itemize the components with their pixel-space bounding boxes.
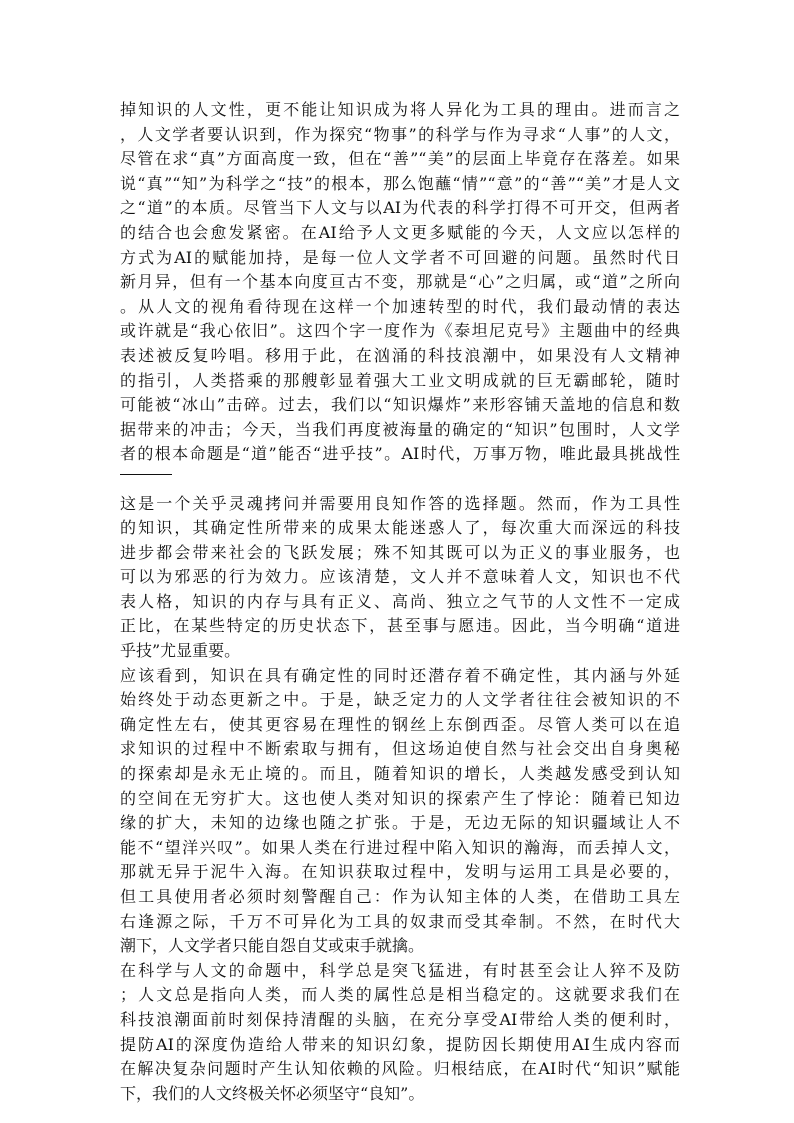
paragraph-1 <box>120 98 680 467</box>
text-line: 的结合也会愈发紧密。在AI给予人文更多赋能的今天，人文应以怎样的 <box>120 222 680 242</box>
text-line: ，人文学者要认识到，作为探究“物事”的科学与作为寻求“人事”的人文， <box>120 124 680 144</box>
text-line: 这是一个关乎灵魂拷问并需要用良知作答的选择题。然而，作为工具性 <box>120 493 680 513</box>
text-line: 潮下，人文学者只能自怨自艾或束手就擒。 <box>120 936 425 956</box>
text-line: 提防AI的深度伪造给人带来的知识幻象，提防因长期使用AI生成内容而 <box>120 1034 680 1054</box>
text-line: 或许就是“我心依旧”。这四个字一度作为《泰坦尼克号》主题曲中的经典 <box>120 321 680 341</box>
text-line: ；人文总是指向人类，而人类的属性总是相当稳定的。这就要求我们在 <box>120 985 680 1005</box>
text-line: 的知识，其确定性所带来的成果太能迷惑人了，每次重大而深远的科技 <box>120 518 680 538</box>
text-line: 在解决复杂问题时产生认知依赖的风险。归根结底，在AI时代“知识”赋能 <box>120 1059 680 1079</box>
text-line: 可能被“冰山”击碎。过去，我们以“知识爆炸”来形容铺天盖地的信息和数 <box>120 395 680 415</box>
text-line: 的空间在无穷扩大。这也使人类对知识的探索产生了悖论：随着已知边 <box>120 788 680 808</box>
text-line: 者的根本命题是“道”能否“进乎技”。AI时代，万事万物，唯此最具挑战性 <box>120 444 680 464</box>
text-line: 应该看到，知识在具有确定性的同时还潜存着不确定性，其内涵与外延 <box>120 665 680 685</box>
text-line: 能不“望洋兴叹”。如果人类在行进过程中陷入知识的瀚海，而丢掉人文， <box>120 837 680 857</box>
paragraph-3 <box>120 664 680 959</box>
text-line: 那就无异于泥牛入海。在知识获取过程中，发明与运用工具是必要的， <box>120 862 680 882</box>
text-line: 科技浪潮面前时刻保持清醒的头脑，在充分享受AI带给人类的便利时， <box>120 1009 680 1029</box>
paragraph-4 <box>120 959 680 1107</box>
text-line: 表述被反复吟唱。移用于此，在汹涌的科技浪潮中，如果没有人文精神 <box>120 345 680 365</box>
text-line: 的指引，人类搭乘的那艘彰显着强大工业文明成就的巨无霸邮轮，随时 <box>120 370 680 390</box>
paragraph-2 <box>120 492 680 664</box>
text-line: 下，我们的人文终极关怀必须坚守“良知”。 <box>120 1083 425 1103</box>
text-line: 右逢源之际，千万不可异化为工具的奴隶而受其牵制。不然，在时代大 <box>120 911 680 931</box>
text-line: 进步都会带来社会的飞跃发展；殊不知其既可以为正义的事业服务，也 <box>120 542 680 562</box>
text-line: 乎技”尤显重要。 <box>120 641 241 661</box>
text-line: 在科学与人文的命题中，科学总是突飞猛进，有时甚至会让人猝不及防 <box>120 960 680 980</box>
text-line: 正比，在某些特定的历史状态下，甚至事与愿违。因此，当今明确“道进 <box>120 616 680 636</box>
text-line: 求知识的过程中不断索取与拥有，但这场迫使自然与社会交出自身奥秘 <box>120 739 680 759</box>
text-line: 确定性左右，使其更容易在理性的钢丝上东倒西歪。尽管人类可以在追 <box>120 714 680 734</box>
text-line: 新月异，但有一个基本向度亘古不变，那就是“心”之归属，或“道”之所向 <box>120 272 680 292</box>
text-line: 表人格，知识的内存与具有正义、高尚、独立之气节的人文性不一定成 <box>120 591 680 611</box>
text-line: 尽管在求“真”方面高度一致，但在“善”“美”的层面上毕竟存在落差。如果 <box>120 149 680 169</box>
text-line: 可以为邪恶的行为效力。应该清楚，文人并不意味着人文，知识也不代 <box>120 567 680 587</box>
document-page <box>120 98 680 1106</box>
text-line: 但工具使用者必须时刻警醒自己：作为认知主体的人类，在借助工具左 <box>120 887 680 906</box>
text-line: 始终处于动态更新之中。于是，缺乏定力的人文学者往往会被知识的不 <box>120 690 680 710</box>
dash-rule <box>120 467 680 492</box>
text-line: 缘的扩大，未知的边缘也随之扩张。于是，无边无际的知识疆域让人不 <box>120 813 680 833</box>
text-line: 之“道”的本质。尽管当下人文与以AI为代表的科学打得不可开交，但两者 <box>120 198 680 218</box>
text-line: 掉知识的人文性，更不能让知识成为将人异化为工具的理由。进而言之 <box>120 100 680 119</box>
text-line: 的探索却是永无止境的。而且，随着知识的增长，人类越发感受到认知 <box>120 764 680 784</box>
text-line: 说“真”“知”为科学之“技”的根本，那么饱蘸“情”“意”的“善”“美”才是人文 <box>120 173 680 193</box>
text-line: 据带来的冲击；今天，当我们再度被海量的确定的“知识”包围时，人文学 <box>120 419 680 439</box>
text-line: 方式为AI的赋能加持，是每一位人文学者不可回避的问题。虽然时代日 <box>120 247 680 267</box>
text-line: 。从人文的视角看待现在这样一个加速转型的时代，我们最动情的表达 <box>120 296 680 316</box>
